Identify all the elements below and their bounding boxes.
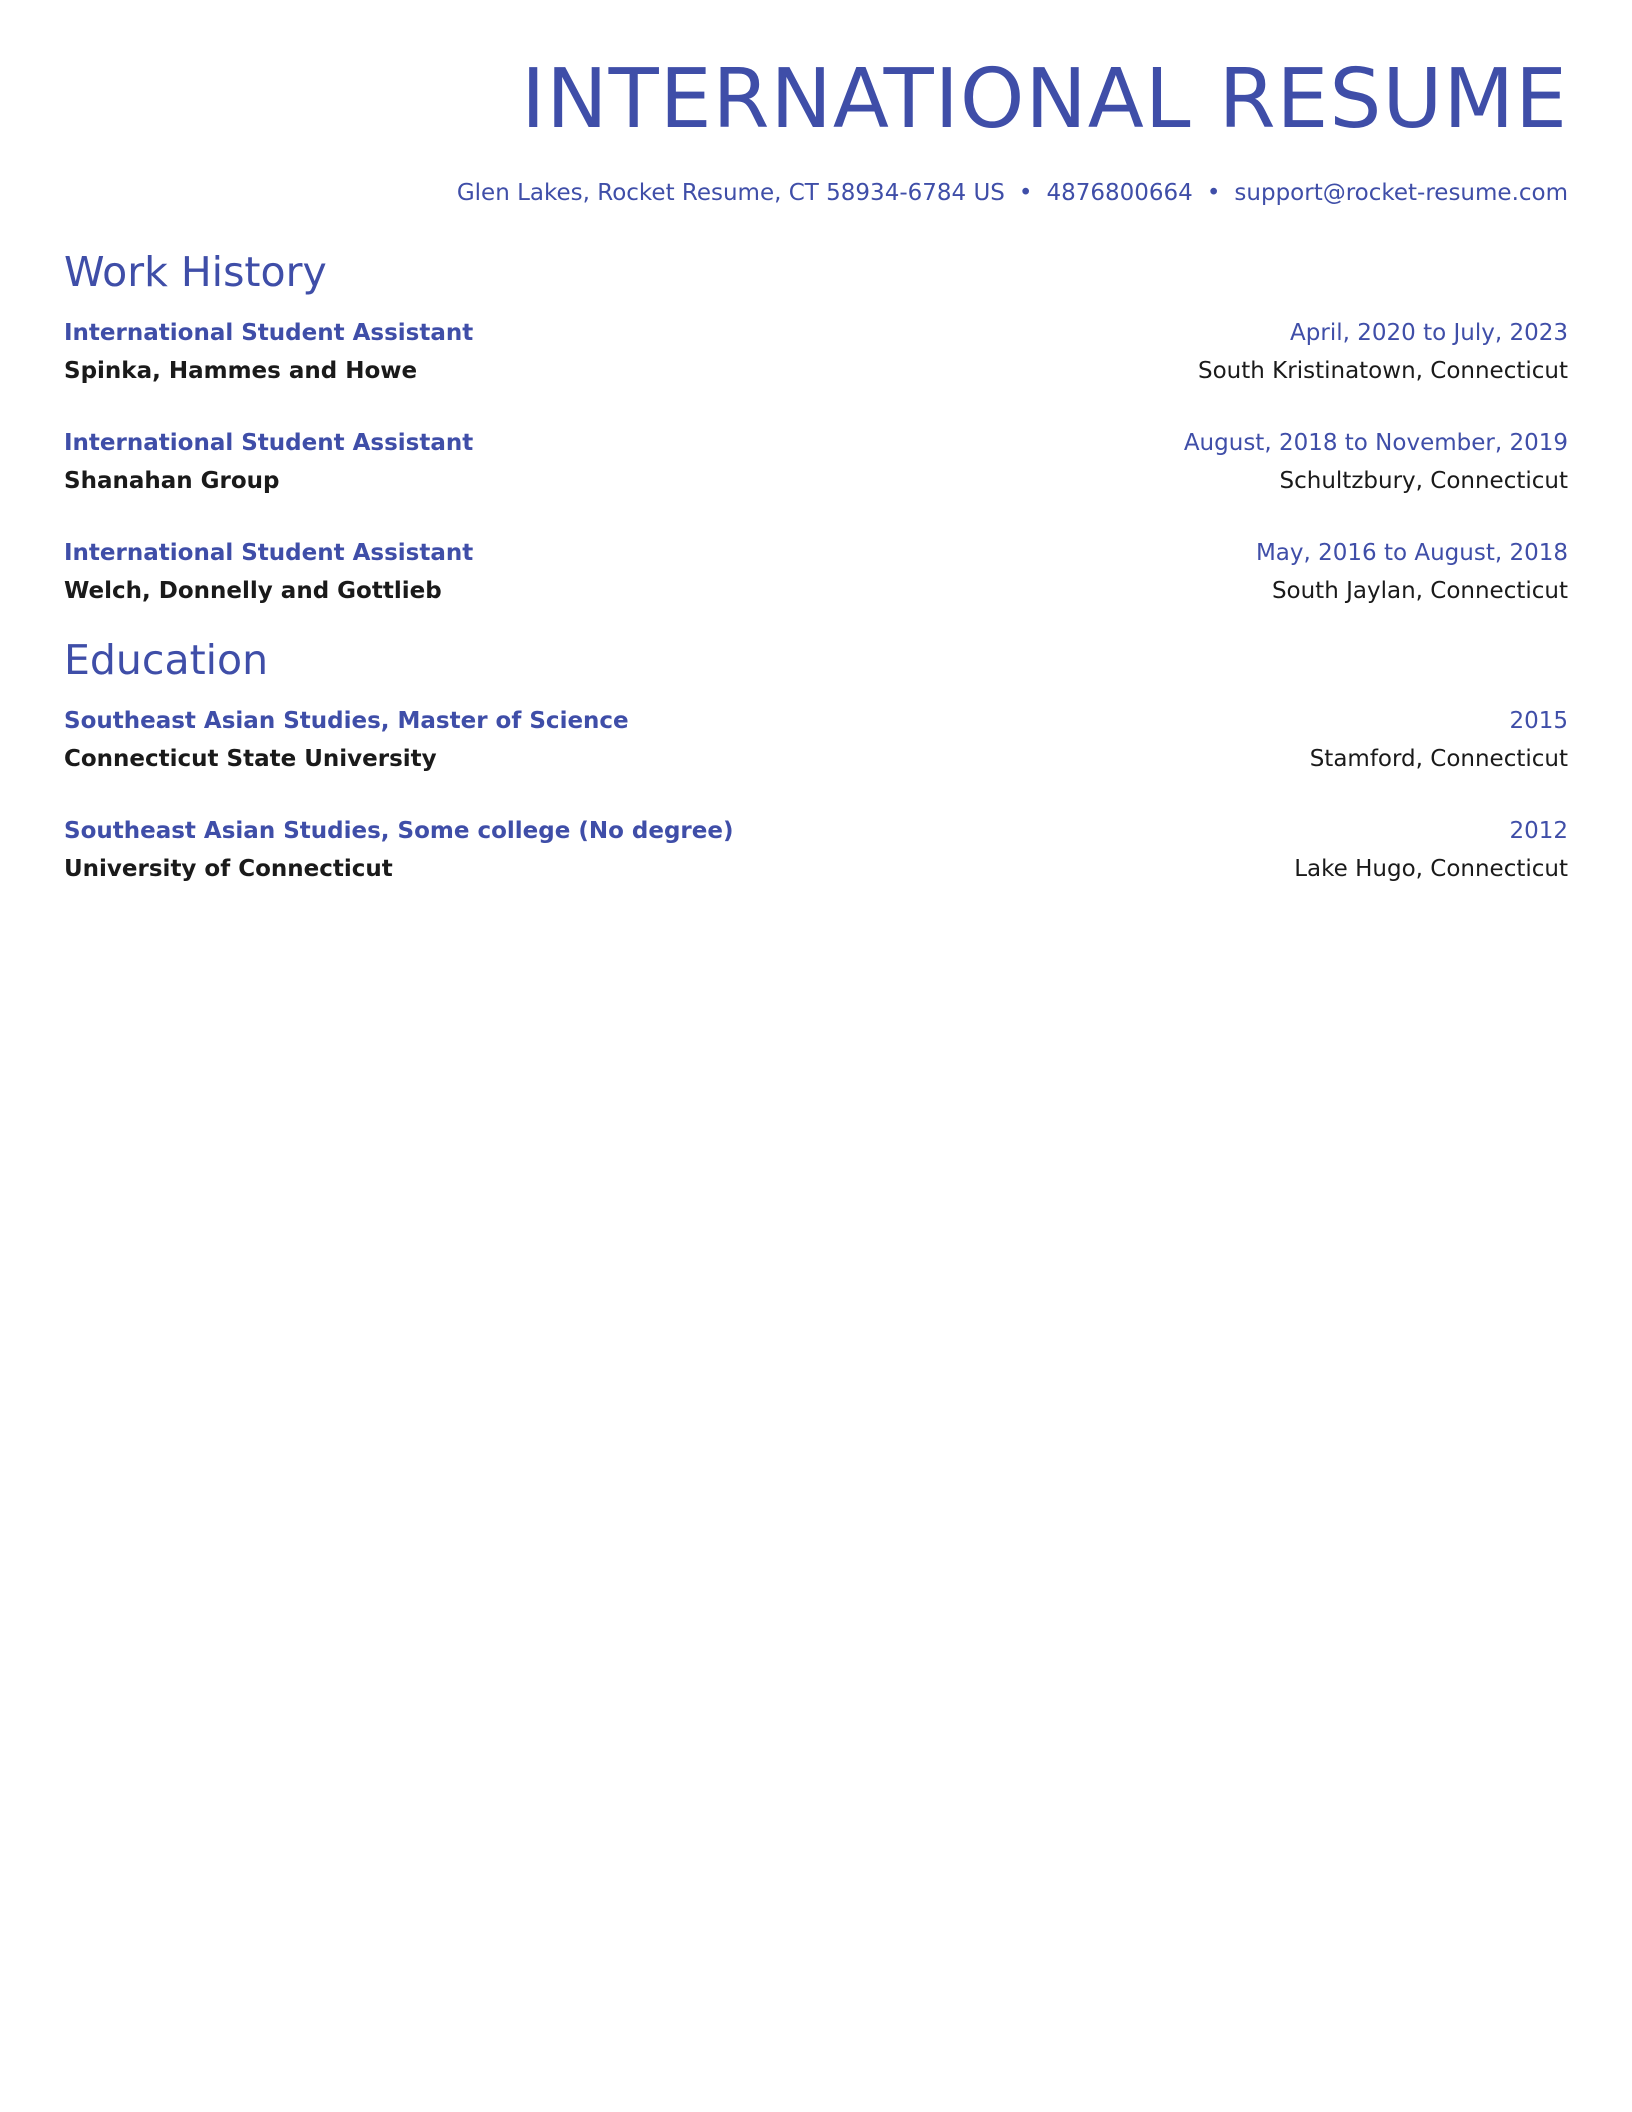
resume-title: INTERNATIONAL RESUME bbox=[521, 52, 1568, 147]
job-title: International Student Assistant bbox=[64, 320, 474, 346]
education-entry-bottom-row bbox=[64, 850, 1568, 888]
work-entry-top-row bbox=[64, 534, 1568, 572]
work-entry-bottom-row bbox=[64, 352, 1568, 390]
school-location: Stamford, Connecticut bbox=[1309, 746, 1568, 772]
education-section bbox=[64, 634, 1568, 888]
contact-separator: • bbox=[1018, 180, 1033, 206]
job-location: South Kristinatown, Connecticut bbox=[1198, 358, 1568, 384]
employer-name: Shanahan Group bbox=[64, 468, 280, 494]
job-dates: August, 2018 to November, 2019 bbox=[1183, 430, 1568, 456]
contact-separator: • bbox=[1206, 180, 1221, 206]
work-entry-bottom-row bbox=[64, 462, 1568, 500]
work-entry-top-row bbox=[64, 424, 1568, 462]
work-history-section bbox=[64, 246, 1568, 610]
job-dates: May, 2016 to August, 2018 bbox=[1255, 540, 1568, 566]
education-entry bbox=[64, 702, 1568, 778]
job-dates: April, 2020 to July, 2023 bbox=[1290, 320, 1568, 346]
work-entry bbox=[64, 314, 1568, 390]
job-location: South Jaylan, Connecticut bbox=[1271, 578, 1568, 604]
employer-name: Spinka, Hammes and Howe bbox=[64, 358, 418, 384]
contact-line bbox=[64, 178, 1568, 208]
work-entry bbox=[64, 534, 1568, 610]
work-entry-bottom-row bbox=[64, 572, 1568, 610]
contact-phone: 4876800664 bbox=[1046, 180, 1193, 206]
education-entry bbox=[64, 812, 1568, 888]
work-entry-top-row bbox=[64, 314, 1568, 352]
resume-header bbox=[64, 52, 1568, 208]
contact-email: support@rocket-resume.com bbox=[1234, 180, 1568, 206]
graduation-year: 2012 bbox=[1509, 818, 1568, 844]
job-location: Schultzbury, Connecticut bbox=[1279, 468, 1568, 494]
employer-name: Welch, Donnelly and Gottlieb bbox=[64, 578, 442, 604]
degree-title: Southeast Asian Studies, Some college (No degree) bbox=[64, 818, 734, 844]
work-entry bbox=[64, 424, 1568, 500]
degree-title: Southeast Asian Studies, Master of Science bbox=[64, 708, 629, 734]
education-entry-bottom-row bbox=[64, 740, 1568, 778]
education-heading: Education bbox=[64, 636, 269, 684]
education-entry-top-row bbox=[64, 812, 1568, 850]
graduation-year: 2015 bbox=[1509, 708, 1568, 734]
contact-address: Glen Lakes, Rocket Resume, CT 58934-6784 US bbox=[456, 180, 1005, 206]
education-entry-top-row bbox=[64, 702, 1568, 740]
school-location: Lake Hugo, Connecticut bbox=[1294, 856, 1568, 882]
job-title: International Student Assistant bbox=[64, 430, 474, 456]
school-name: University of Connecticut bbox=[64, 856, 393, 882]
work-history-heading: Work History bbox=[64, 248, 327, 296]
school-name: Connecticut State University bbox=[64, 746, 437, 772]
job-title: International Student Assistant bbox=[64, 540, 474, 566]
